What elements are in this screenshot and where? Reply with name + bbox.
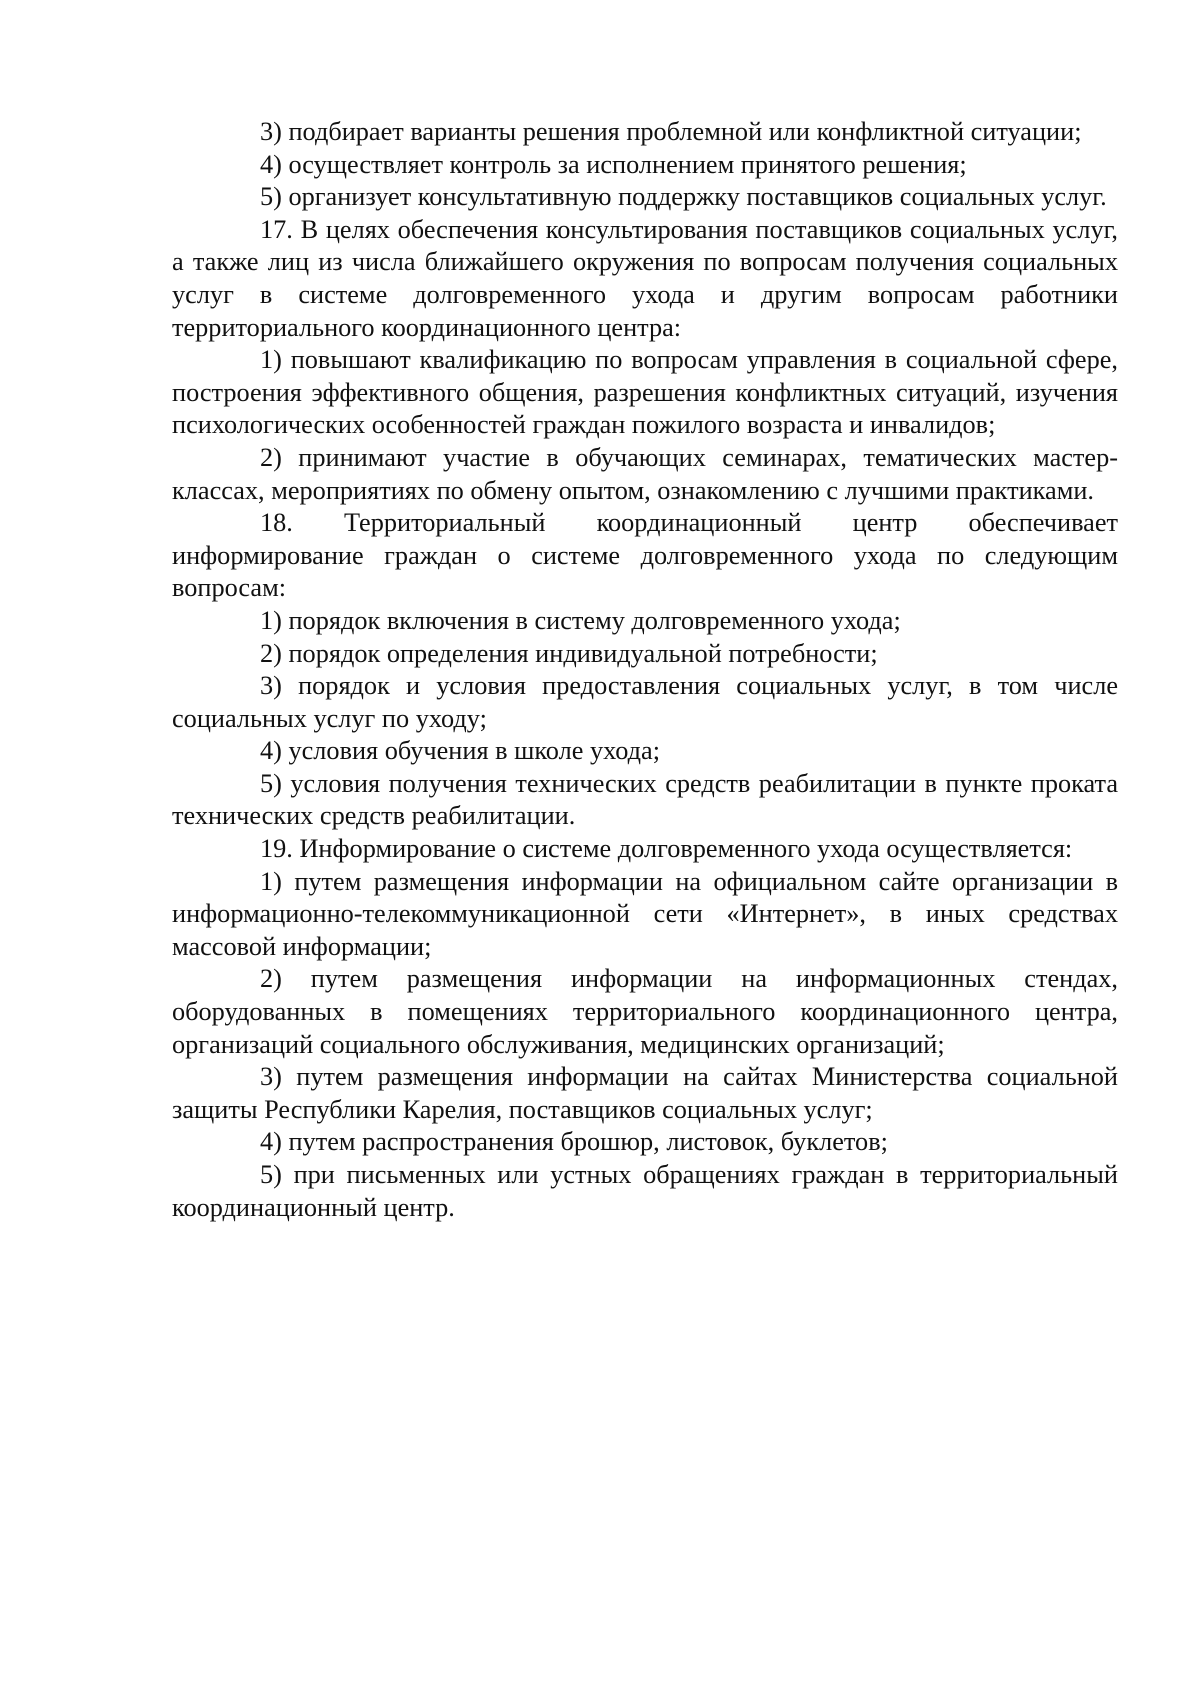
paragraph-18-item-1: 1) порядок включения в систему долговременного ухода; — [260, 605, 901, 635]
document-body — [172, 116, 1118, 1224]
paragraph-19-intro: 19. Информирование о системе долговременного ухода осуществляется: — [260, 834, 1073, 864]
paragraph-18-item-4: 4) условия обучения в школе ухода; — [260, 736, 661, 766]
paragraph-16-item-4: 4) осуществляет контроль за исполнением принятого решения; — [260, 149, 967, 179]
paragraph-18-item-2: 2) порядок определения индивидуальной потребности; — [260, 638, 878, 668]
paragraph-19-item-3: 3) путем размещения информации на сайтах Министерства социальной защиты Республики Карелия, поставщиков социальных услуг; — [172, 1062, 1118, 1124]
paragraph-16-item-3: 3) подбирает варианты решения проблемной или конфликтной ситуации; — [260, 117, 1082, 146]
paragraph-18-item-3: 3) порядок и условия предоставления социальных услуг, в том числе социальных услуг по уходу; — [172, 671, 1118, 733]
paragraph-18-intro: 18. Территориальный координационный центр обеспечивает информирование граждан о системе долговременного ухода по следующим вопросам: — [172, 508, 1118, 603]
paragraph-19-item-1: 1) путем размещения информации на официальном сайте организации в информационно-телекоммуникационной сети «Интернет», в иных средствах массовой информации; — [172, 866, 1118, 961]
paragraph-19-item-2: 2) путем размещения информации на информационных стендах, оборудованных в помещениях территориального координационного центра, организаций социального обслуживания, медицинских организаций; — [172, 964, 1118, 1059]
paragraph-17-item-2: 2) принимают участие в обучающих семинарах, тематических мастер-классах, мероприятиях по обмену опытом, ознакомлению с лучшими практиками. — [172, 442, 1118, 505]
paragraph-19-item-5: 5) при письменных или устных обращениях граждан в территориальный координационный центр. — [172, 1160, 1118, 1222]
paragraph-16-item-5: 5) организует консультативную поддержку поставщиков социальных услуг. — [260, 182, 1107, 212]
paragraph-17-item-1: 1) повышают квалификацию по вопросам управления в социальной сфере, построения эффективного общения, разрешения конфликтных ситуаций, изучения психологических особенностей граждан пожилого возраста и инвалидов; — [172, 345, 1118, 440]
paragraph-17-intro: 17. В целях обеспечения консультирования поставщиков социальных услуг, а также лиц из числа ближайшего окружения по вопросам получения социальных услуг в системе долговременного ухода и другим вопросам работники территориального координационного центра: — [172, 214, 1118, 342]
paragraph-18-item-5: 5) условия получения технических средств реабилитации в пункте проката технических средств реабилитации. — [172, 768, 1118, 831]
paragraph-19-item-4: 4) путем распространения брошюр, листовок, буклетов; — [260, 1127, 888, 1157]
